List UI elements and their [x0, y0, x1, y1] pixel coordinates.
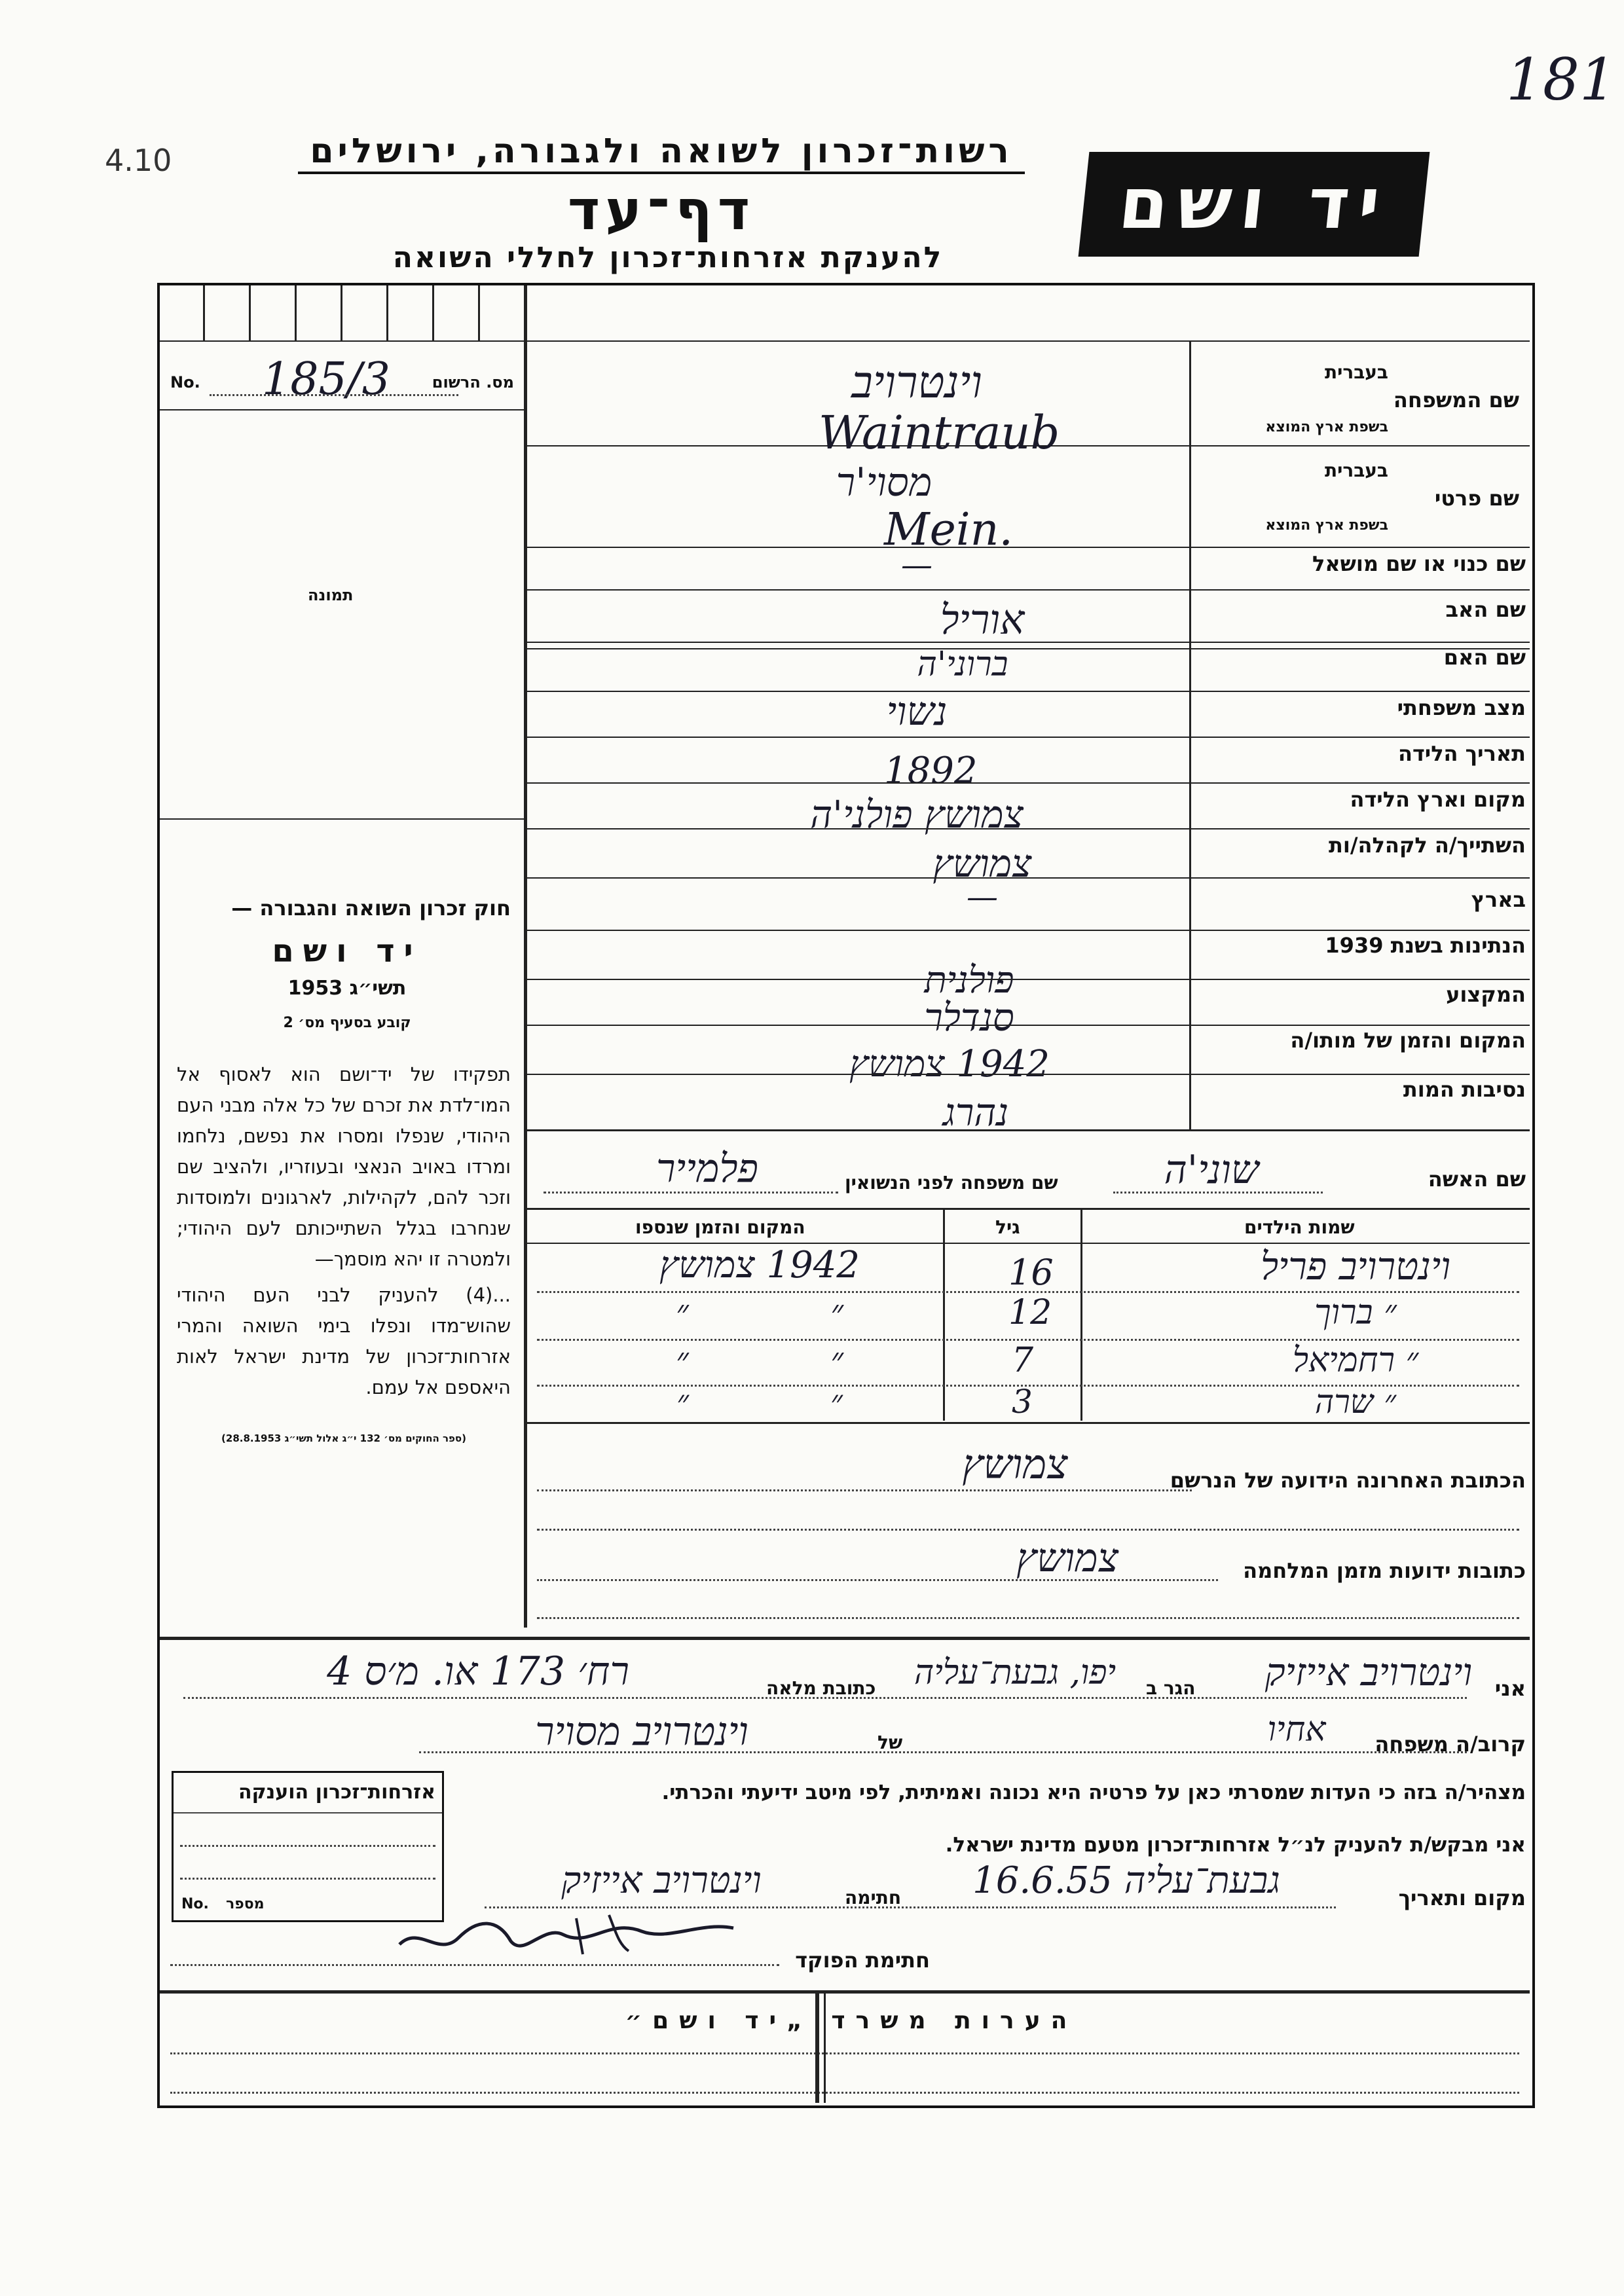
- citizenship-title: אזרחות־זכרון הוענקה: [238, 1781, 435, 1804]
- child-place-time: ״ ״: [676, 1383, 843, 1421]
- reference-code: 4.10: [105, 143, 172, 178]
- law-text-2: ...(4) להעניק לבני העם היהודי שהוש־מדו ונפלו בימי השואה והמרי אזרחות־זכרון של מדינת ישראל לאות היאספם אל עמם.: [177, 1284, 511, 1398]
- mother-label: שם האם: [1443, 645, 1526, 670]
- declarant-residing: יפו, גבעת־עליה: [913, 1653, 1116, 1692]
- authority-name: רשות־זכרון לשואה ולגבורה, ירושלים: [298, 131, 1025, 174]
- citizenship-number-en: No.: [181, 1896, 209, 1912]
- office-notes-title: הערות משרד „יד ושם״: [625, 2007, 1078, 2034]
- father-label: שם האב: [1445, 597, 1526, 622]
- wife-name-value: שוני'ה: [1164, 1147, 1259, 1193]
- nationality-label: הנתינות בשנת 1939: [1325, 933, 1526, 958]
- family-name-hebrew-value: וינטרויב: [851, 357, 982, 409]
- children-row: [524, 1293, 1530, 1338]
- first-name-row: [1192, 452, 1526, 543]
- children-row: [524, 1383, 1530, 1422]
- first-name-origin-value: Mein.: [884, 504, 1014, 556]
- community-value: צמושץ: [932, 841, 1032, 886]
- officer-signature-mark: [393, 1905, 786, 1964]
- child-name: ״ שרה: [1314, 1383, 1397, 1421]
- marital-status-value: נשוי: [886, 689, 948, 735]
- child-place-time: 1942 צמושץ: [659, 1244, 860, 1286]
- child-name: ״ ברוך: [1314, 1293, 1397, 1332]
- father-value: אוריל: [940, 596, 1025, 644]
- form-subtitle: להענקת אזרחות־זכרון לחללי השואה: [392, 241, 944, 274]
- citizenship-granted-box: [172, 1771, 444, 1922]
- request-text: אני מבקש/ת להעניק לנ״ל אזרחות־זכרון מטעם מדינת ישראל.: [945, 1833, 1526, 1857]
- declarant-i-label: אני: [1494, 1676, 1526, 1701]
- child-name: וינטרויב פריל: [1260, 1244, 1451, 1288]
- nickname-label: שם כנוי או שם מושאל: [1312, 551, 1526, 576]
- children-age-header: גיל: [995, 1216, 1020, 1238]
- children-row: [524, 1341, 1530, 1385]
- law-text-1: תפקידו של יד־ושם הוא לאסוף אל המו־לדת את זכרם של כל אלה מבני העם היהודי, שנפלו ומסרו את נפשם, נלחמו ומרדו באויב הנאצי ובעוזריו, ולהציב שם וזכר להם, לקהילות, לארגונים ולמוסדות שנחרבו בגלל השתייכותם לעם היהודי; ולמטרה זו יהא מוסמך—: [177, 1063, 511, 1270]
- profession-label: המקצוע: [1446, 982, 1526, 1007]
- birth-date-label: תאריך הלידה: [1397, 741, 1526, 766]
- wife-label: שם האשה: [1428, 1167, 1526, 1192]
- first-name-sub-hebrew: בעברית: [1324, 460, 1388, 481]
- archive-page-number: 181: [1506, 46, 1616, 113]
- signature-label: חתימה: [845, 1887, 902, 1908]
- law-name: יד ושם: [272, 933, 422, 970]
- children-row: [524, 1244, 1530, 1293]
- wife-maiden-value: פלמייר: [655, 1146, 758, 1192]
- registration-value: 185/3: [262, 354, 390, 405]
- birth-place-value: צמושץ פולני'ה: [810, 792, 1024, 837]
- place-date-value: גבעת־עליה 16.6.55: [972, 1859, 1280, 1902]
- photo-label: תמונה: [308, 586, 354, 604]
- family-name-sub-hebrew: בעברית: [1324, 361, 1388, 383]
- wife-maiden-label: שם משפחה לפני הנשואין: [845, 1172, 1058, 1194]
- nationality-value: פולנית: [924, 959, 1014, 1002]
- law-footnote: (ספר החוקים מס׳ 132 י״ג אלול תשי״ג 28.8.1953): [221, 1432, 466, 1444]
- death-circumstances-value: נהרג: [942, 1090, 1009, 1135]
- mother-value: ברוני'ה: [917, 645, 1008, 684]
- child-age: 12: [1008, 1293, 1052, 1332]
- law-year: תשי״ג 1953: [287, 977, 407, 1000]
- child-age: 16: [1008, 1252, 1054, 1293]
- country-value: —: [967, 879, 998, 915]
- death-place-time-value: 1942 צמושץ: [849, 1043, 1050, 1085]
- law-clause: קובע בסעיף מס׳ 2: [283, 1015, 411, 1031]
- declarant-of-name: וינטרויב מסויר: [535, 1709, 748, 1755]
- children-names-header: שמות הילדים: [1244, 1216, 1355, 1238]
- officer-signature-label: חתימת הפוקד: [795, 1948, 930, 1973]
- nickname-value: —: [901, 547, 932, 583]
- last-address-label: הכתובת האחרונה הידועה של הנרשם: [1170, 1468, 1526, 1493]
- death-circumstances-label: נסיבות המות: [1403, 1077, 1526, 1102]
- law-title: חוק זכרון השואה והגבורה —: [231, 896, 511, 920]
- war-addresses-value: צמושץ: [1016, 1535, 1119, 1581]
- declarant-residing-label: הגר ב: [1146, 1677, 1196, 1699]
- first-name-hebrew-value: מסוי'ר: [836, 460, 932, 505]
- declarant-signature: וינטרויב אייזיק: [561, 1859, 762, 1902]
- place-date-label: מקום ותאריך: [1398, 1886, 1526, 1910]
- declarant-address: רח׳ 173 או. מ׳ס 4: [327, 1649, 629, 1694]
- form-title: דף־עד: [567, 178, 756, 242]
- family-name-row: [1192, 354, 1526, 445]
- registration-label-he: מס. הרשום: [432, 373, 514, 392]
- community-label: השתייך/ה לקהלה/ות: [1328, 833, 1526, 858]
- profession-value: סנדלר: [924, 995, 1014, 1040]
- war-addresses-label: כתובות ידועות מזמן המלחמה: [1243, 1558, 1526, 1583]
- registration-label-en: No.: [170, 373, 200, 392]
- birth-place-label: מקום וארץ הלידה: [1350, 787, 1526, 812]
- marital-status-label: מצב משפחתי: [1397, 695, 1526, 720]
- registration-number: [164, 354, 521, 406]
- declarant-relation: אחיו: [1267, 1710, 1326, 1749]
- child-place-time: ״ ״: [675, 1341, 844, 1380]
- declarant-of-label: של: [877, 1732, 903, 1753]
- citizenship-number-he: מספר: [226, 1896, 265, 1912]
- birth-date-value: 1892: [884, 750, 978, 792]
- children-place-header: המקום והזמן שנספו: [635, 1216, 805, 1238]
- first-name-label: שם פרטי: [1434, 486, 1519, 511]
- child-place-time: ״ ״: [675, 1293, 844, 1332]
- declarant-name: וינטרויב אייזיק: [1264, 1650, 1473, 1694]
- child-name: ״ רחמיאל: [1292, 1341, 1419, 1380]
- logo-text: יד ושם: [1115, 163, 1393, 245]
- country-label: בארץ: [1471, 887, 1526, 912]
- death-place-time-label: המקום והזמן של מותו/ה: [1290, 1028, 1526, 1053]
- declarant-relation-label: קרוב/ה משפחה: [1375, 1732, 1526, 1757]
- declaration-text: מצהיר/ה בזה כי העדות שמסרתי כאן על פרטיה היא נכונה ואמיתית, לפי מיטב ידיעתי והכרתי.: [661, 1781, 1526, 1804]
- child-age: 7: [1012, 1341, 1034, 1380]
- family-name-origin-value: Waintraub: [819, 406, 1060, 460]
- last-address-value: צמושץ: [962, 1440, 1068, 1488]
- yad-vashem-logo: [1079, 152, 1430, 257]
- declarant-address-label: כתובת מלאה: [766, 1677, 876, 1699]
- family-name-sub-origin: בשפת ארץ המוצא: [1265, 419, 1388, 435]
- child-age: 3: [1012, 1383, 1033, 1421]
- first-name-sub-origin: בשפת ארץ המוצא: [1265, 517, 1388, 534]
- family-name-label: שם המשפחה: [1393, 388, 1519, 412]
